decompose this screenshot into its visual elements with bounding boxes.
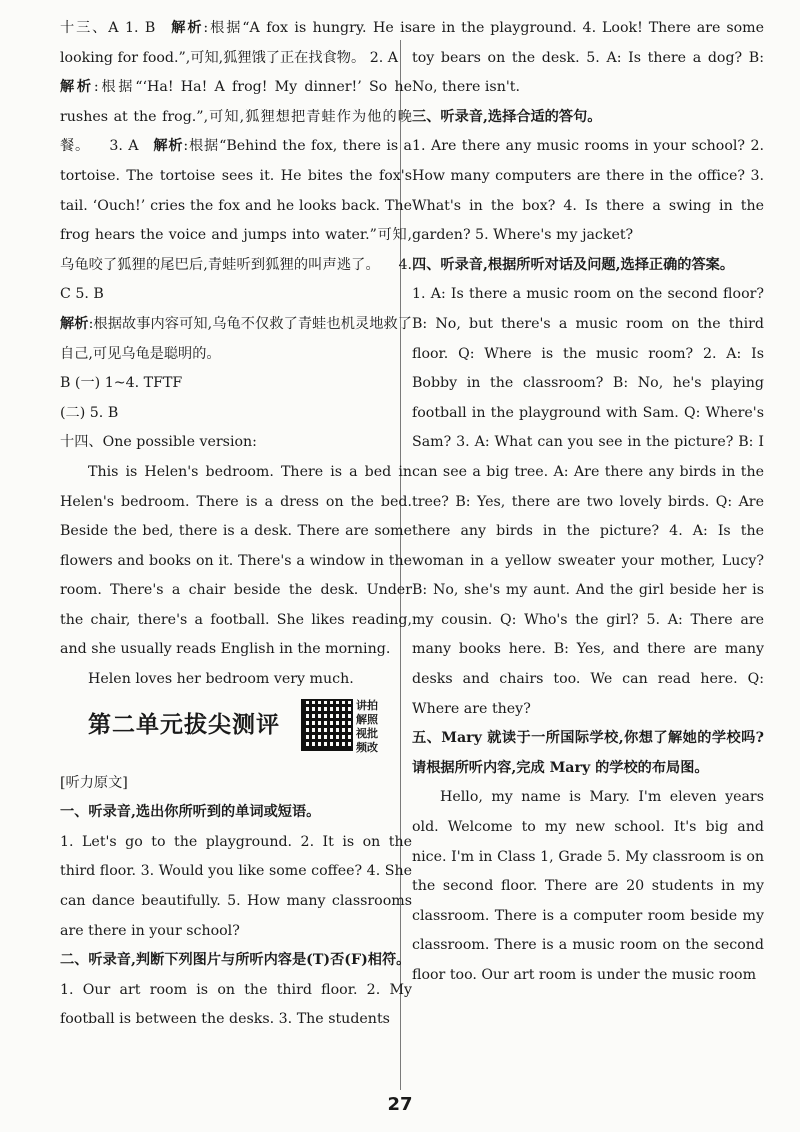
section-1-text: 1. Let's go to the playground. 2. It is on the third floor. 3. Would you like some coffee? 4. She can dance beautifully. 5. How many classrooms are there in your school? xyxy=(60,833,412,939)
analysis-text-3: :根据“Behind the fox, there is a tortoise. The tortoise sees it. He bites the fox's tail. ‘Ouch!’ cries the fox and he looks back. The frog hears the voice and jumps into water.”可知,乌龟咬了狐狸的尾巴后,青蛙听到狐狸的叫声逃了。 xyxy=(60,138,412,273)
answer-b1: B (一) 1~4. TFTF xyxy=(60,375,183,392)
section-4-heading: 四、听录音,根据所听对话及问题,选择正确的答案。 xyxy=(412,256,735,273)
section-5-heading: 五、Mary 就读于一所国际学校,你想了解她的学校吗?请根据所听内容,完成 Mary 的学校的布局图。 xyxy=(412,730,764,776)
analysis-text-4: :根据故事内容可知,乌龟不仅救了青蛙也机灵地救了自己,可见乌龟是聪明的。 xyxy=(60,315,412,362)
essay-paragraph-1: This is Helen's bedroom. There is a bed in Helen's bedroom. There is a dress on the bed. Beside the bed, there is a desk. There are some flowers and books on it. There's a window in the room. There's a chair beside the desk. Under the chair, there's a football. She likes reading, and she usually reads English in the morning. xyxy=(60,463,412,658)
unit-title: 第二单元拔尖测评 xyxy=(88,711,280,738)
section-2-text: 1. Our art room is on the third floor. 2. My football is between the desks. 3. The students xyxy=(60,981,412,1028)
answer-4-5: 4. C 5. B xyxy=(60,256,412,303)
essay-paragraph-2: Helen loves her bedroom very much. xyxy=(88,671,354,688)
section-2-heading: 二、听录音,判断下列图片与所听内容是(T)否(F)相符。 xyxy=(60,952,411,969)
analysis-text-1: :根据“A fox is hungry. He is looking for food.”,可知,狐狸饿了正在找食物。 xyxy=(60,20,412,66)
section-1-heading: 一、听录音,选出你所听到的单词或短语。 xyxy=(60,804,321,821)
unit-header xyxy=(60,697,412,769)
section-5-text: Hello, my name is Mary. I'm eleven years old. Welcome to my new school. It's big and nice. I'm in Class 1, Grade 5. My classroom is on the second floor. There are 20 students in my classroom. There is a computer room beside my classroom. There is a music room on the second floor too. Our art room is under the music room xyxy=(412,789,764,983)
analysis-4 xyxy=(60,310,412,369)
analysis-text-2: :根据“‘Ha! Ha! A frog! My dinner!’ So he rushes at the frog.”,可知,狐狸想把青蛙作为他的晚餐。 xyxy=(60,79,412,155)
answer-b2: (二) 5. B xyxy=(60,404,119,421)
analysis-label: 解析 xyxy=(152,138,184,155)
listening-label: [听力原文] xyxy=(60,774,128,791)
page-number: 27 xyxy=(387,1094,413,1115)
analysis-label: 解析 xyxy=(60,79,94,96)
qr-caption: 讲拍 解照 视批 频改 xyxy=(356,698,378,754)
section-4-text: 1. A: Is there a music room on the second floor? B: No, but there's a music room on the third floor. Q: Where is the music room? 2. A: Is Bobby in the classroom? B: No, he's playing football in the playground with Sam. Q: Where's Sam? 3. A: What can you see in the picture? B: I can see a big tree. A: Are there any birds in the tree? B: Yes, there are two lovely birds. Q: Are there any birds in the picture? 4. A: Is the woman in a yellow sweater your mother, Lucy? B: No, she's my aunt. And the girl beside her is my cousin. Q: Who's the girl? 5. A: There are many books here. B: Yes, and there are many desks and chairs too. We can read here. Q: Where are they? xyxy=(412,286,764,717)
left-column xyxy=(60,14,412,1035)
section-14-label: 十四、One possible version: xyxy=(60,434,257,451)
qr-code-icon[interactable] xyxy=(301,699,353,751)
analysis-label: 解析 xyxy=(60,315,89,332)
answer-section-13 xyxy=(60,14,412,310)
answer-3: 3. A xyxy=(109,138,139,155)
section-13-label: 十三、A 1. B xyxy=(60,20,156,36)
right-column xyxy=(412,14,764,991)
section-2-continued: are in the playground. 4. Look! There are some toy bears on the desk. 5. A: Is there a dog? B: No, there isn't. xyxy=(412,20,764,96)
answer-2: 2. A xyxy=(369,49,399,66)
section-3-text: 1. Are there any music rooms in your school? 2. How many computers are there in the office? 3. What's in the box? 4. Is there a swing in the garden? 5. Where's my jacket? xyxy=(412,138,764,244)
section-3-heading: 三、听录音,选择合适的答句。 xyxy=(412,108,602,125)
analysis-label: 解析 xyxy=(169,20,204,36)
